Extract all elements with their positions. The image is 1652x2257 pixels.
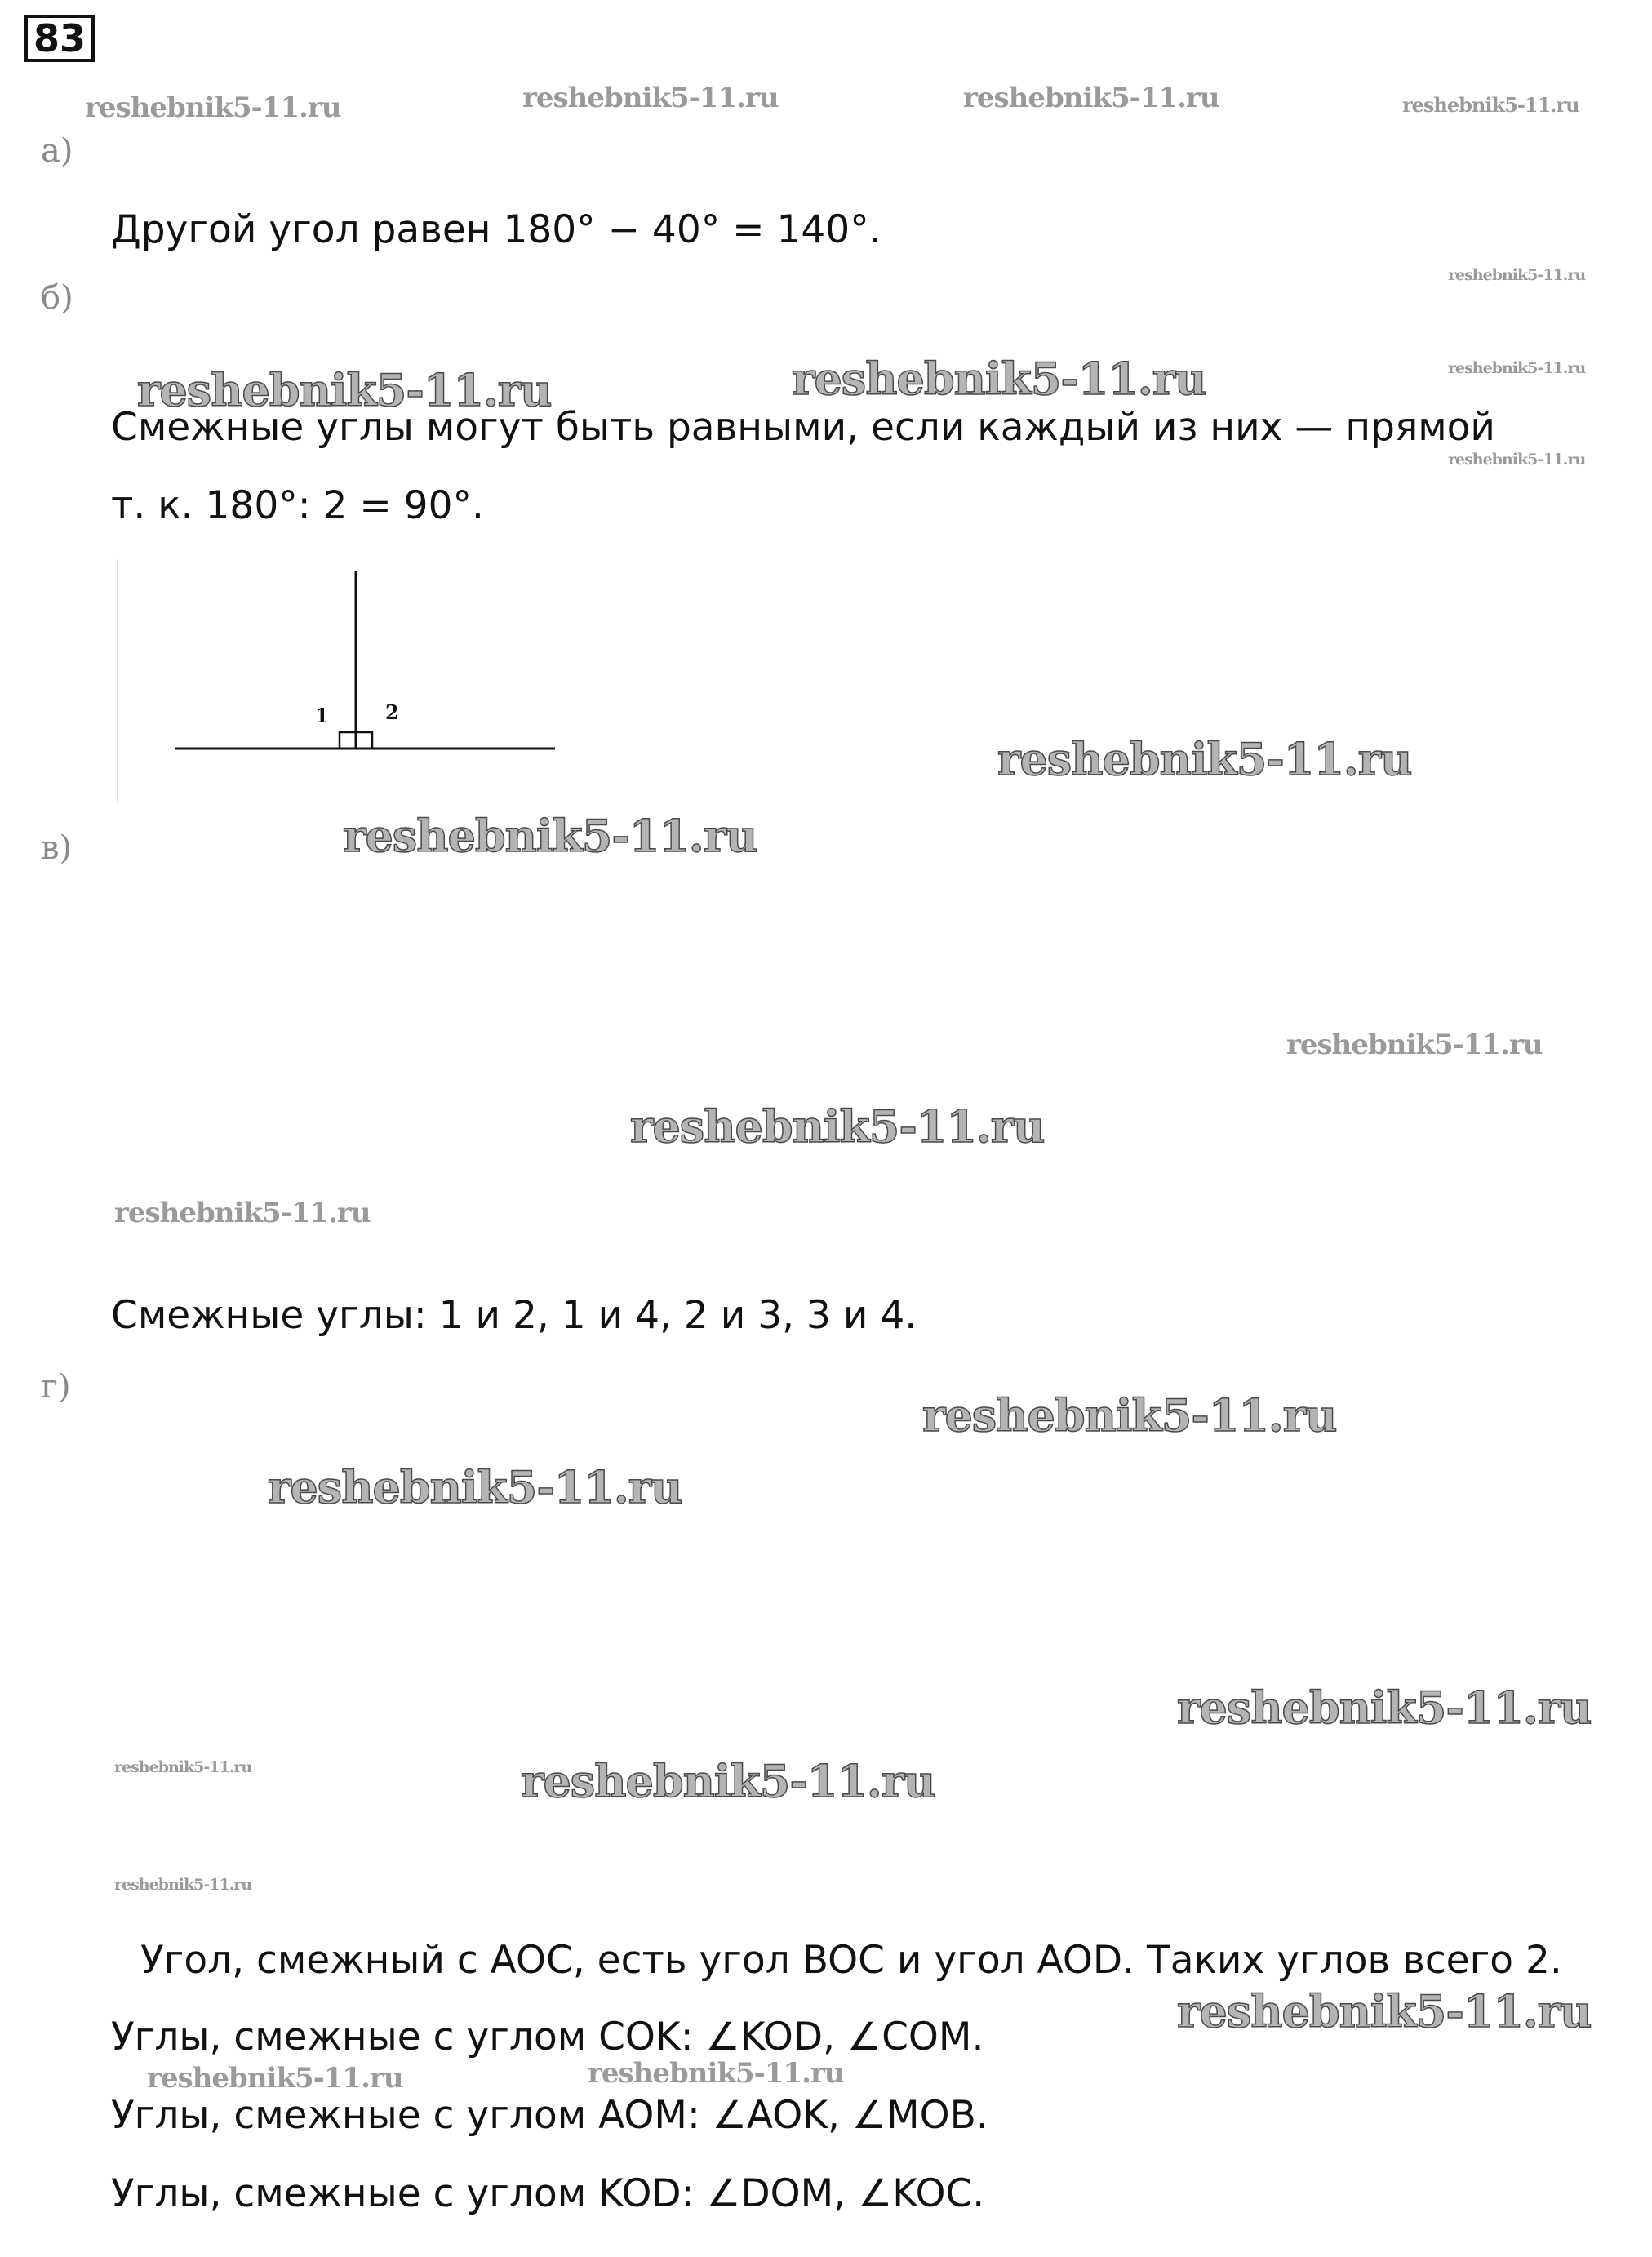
answer-b-line-1: Смежные углы могут быть равными, если каждый из них — прямой bbox=[111, 405, 1495, 450]
watermark: reshebnik5-11.ru bbox=[522, 82, 779, 114]
section-label-v: в) bbox=[41, 829, 73, 867]
angle-label-1: 1 bbox=[315, 704, 329, 727]
angle-label-2: 2 bbox=[385, 700, 399, 724]
watermark: reshebnik5-11.ru bbox=[1402, 93, 1579, 117]
watermark: reshebnik5-11.ru bbox=[268, 1461, 682, 1513]
watermark: reshebnik5-11.ru bbox=[1448, 451, 1586, 469]
watermark: reshebnik5-11.ru bbox=[114, 1758, 252, 1776]
watermark: reshebnik5-11.ru bbox=[1448, 359, 1586, 377]
section-label-g: г) bbox=[41, 1368, 71, 1406]
watermark: reshebnik5-11.ru bbox=[114, 1876, 252, 1894]
watermark: reshebnik5-11.ru bbox=[1177, 1985, 1592, 2037]
problem-number: 83 bbox=[24, 15, 95, 62]
watermark: reshebnik5-11.ru bbox=[588, 2057, 844, 2090]
answer-v-line-1: Смежные углы: 1 и 2, 1 и 4, 2 и 3, 3 и 4. bbox=[111, 1293, 917, 1338]
watermark: reshebnik5-11.ru bbox=[630, 1100, 1045, 1153]
answer-g-line-1: Угол, смежный с AOC, есть угол BOC и угол AOD. Таких углов всего 2. bbox=[140, 1938, 1562, 1983]
watermark: reshebnik5-11.ru bbox=[147, 2062, 403, 2095]
watermark: reshebnik5-11.ru bbox=[997, 733, 1412, 785]
watermark: reshebnik5-11.ru bbox=[114, 1197, 371, 1229]
answer-a-line-1: Другой угол равен 180° − 40° = 140°. bbox=[111, 207, 882, 252]
watermark: reshebnik5-11.ru bbox=[1177, 1682, 1592, 1734]
answer-g-line-4: Углы, смежные с углом KOD: ∠DOM, ∠KOC. bbox=[111, 2171, 985, 2216]
watermark: reshebnik5-11.ru bbox=[963, 82, 1219, 114]
watermark: reshebnik5-11.ru bbox=[792, 353, 1206, 405]
right-angle-figure bbox=[114, 559, 571, 804]
answer-g-line-2: Углы, смежные с углом COK: ∠KOD, ∠COM. bbox=[111, 2015, 984, 2059]
section-label-b: б) bbox=[41, 279, 73, 317]
section-label-a: а) bbox=[41, 132, 73, 170]
watermark: reshebnik5-11.ru bbox=[922, 1389, 1337, 1442]
watermark: reshebnik5-11.ru bbox=[343, 810, 757, 862]
watermark: reshebnik5-11.ru bbox=[521, 1755, 935, 1807]
watermark: reshebnik5-11.ru bbox=[137, 364, 552, 416]
watermark: reshebnik5-11.ru bbox=[1448, 266, 1586, 284]
answer-b-line-2: т. к. 180°: 2 = 90°. bbox=[111, 483, 484, 528]
watermark: reshebnik5-11.ru bbox=[1286, 1029, 1543, 1061]
answer-g-line-3: Углы, смежные с углом AOM: ∠AOK, ∠MOB. bbox=[111, 2093, 988, 2138]
watermark: reshebnik5-11.ru bbox=[85, 91, 341, 124]
